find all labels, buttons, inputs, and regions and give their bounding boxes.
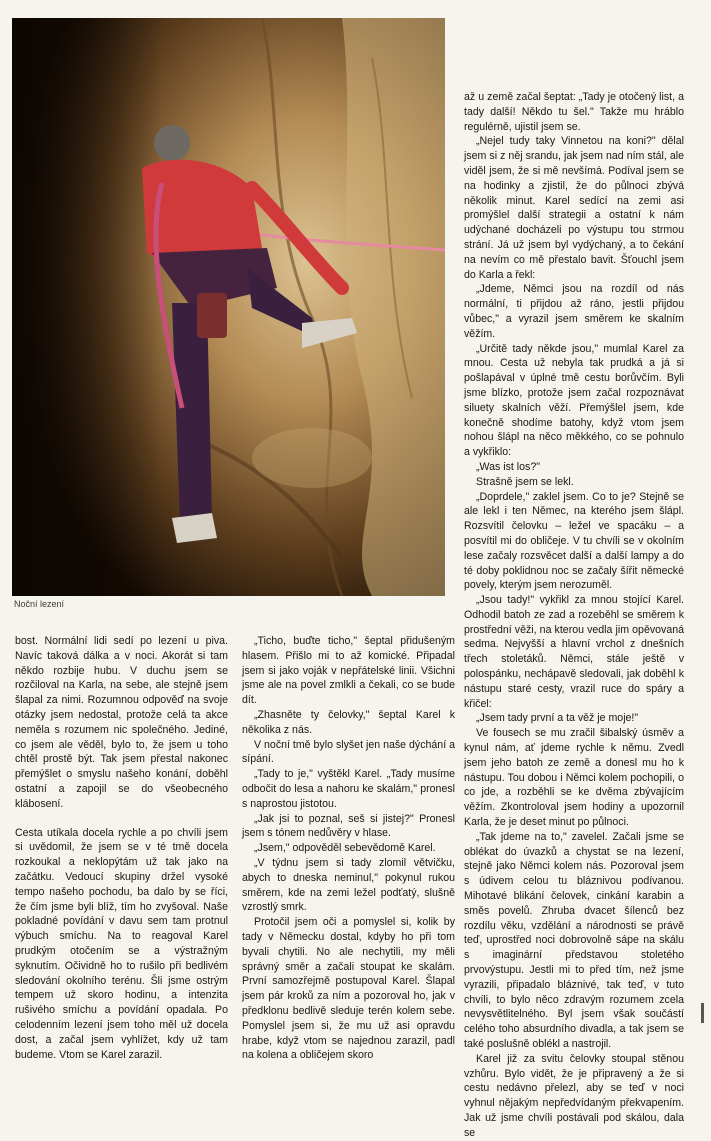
paragraph: „V týdnu jsem si tady zlomil větvičku, abych to dneska neminul," pokynul rukou směrem, kde na zemi ležel podťatý, slušně vzrostlý smrk. [242, 856, 455, 914]
paragraph: až u země začal šeptat: „Tady je otočený list, a tady další! Někdo tu šel." Takže mu hráblo regulérně, ujistil jsem se. [464, 91, 684, 133]
paragraph: „Jak jsi to poznal, seš si jistej?" Pronesl jsem s tónem nedůvěry v hlase. [242, 812, 455, 840]
paragraph: Ve fousech se mu zračil šibalský úsměv a kynul nám, ať jdeme rychle k němu. Zvedl jsem jeho batoh ze země a donesl mu ho k nástupu. Tou dobou i Němci kolem pochopili, o co jde, a rozběhli se ke dvěma zbývajícím věžím. Zkontroloval jsem hodiny a upozornil Karla, že je deset minut po půlnoci. [464, 727, 684, 829]
text-column-2 [242, 634, 455, 1063]
paragraph: „Tady to je," vyštěkl Karel. „Tady musíme odbočit do lesa a nahoru ke skalám," pronesl s naprostou jistotou. [242, 768, 455, 810]
night-climbing-illustration [12, 18, 445, 596]
photo-caption: Noční lezení [14, 599, 65, 609]
paragraph: Karel již za svitu čelovky stoupal stěnou vzhůru. Bylo vidět, že je připravený a že si cestu nedávno přelezl, aby se teď v noci vyhnul nějakým nepředvídaným překvapením. Jak už jsme chvíli postávali pod skálou, dala se [464, 1052, 684, 1139]
page-edge-marker [701, 1003, 704, 1023]
paragraph: „Doprdele," zaklel jsem. Co to je? Stejně se ale lekl i ten Němec, na kterého jsem šlápl. Rozsvítil čelovku – ležel ve spacáku – a posvítil mi do obličeje. V tu chvíli se v okolním lese začaly rozsvěcet další a další lampy a do té doby poklidnou noc se začaly šířit německé povely, kterým jsem nerozuměl. [464, 490, 684, 592]
paragraph: „Ticho, buďte ticho," šeptal přidušeným hlasem. Přišlo mi to až komické. Připadal jsem si jako voják v nepřátelské linii. Všichni jsme ale na povel zmlkli a čekali, co se bude dít. [242, 635, 455, 707]
climbing-photo [12, 18, 445, 596]
paragraph: V noční tmě bylo slyšet jen naše dýchání a sípání. [242, 738, 455, 766]
paragraph: „Tak jdeme na to," zavelel. Začali jsme se oblékat do úvazků a chystat se na lezení, stejně jako Němci kolem nás. Pozoroval jsem s údivem celou tu bláznivou podívanou. Mihotavé blikání čelovek, cinkání karabin a směs povelů. Zhruba dvacet šílenců bez rozdílu věku, vzdělání a národnosti se právě teď, uprostřed noci dobrovolně sápe na skálu s imaginární představou stoletého prvovýstupu. Jestli mi to před tím, než jsme vyrazili, připadalo bláznivé, tak teď, v tuto chvíli, to bylo něco zdravým rozumem zcela nevysvětlitelného. Byl jsem však součástí celého toho absurdního divadla, a tak jsem se také poslušně oblékl a nastrojil. [464, 830, 684, 1050]
paragraph: „Určitě tady někde jsou," mumlal Karel za mnou. Cesta už nebyla tak prudká a já si pošlapával v úplné tmě cestu borůvčím. Byli jsme blízko, protože jsem začal rozpoznávat siluety skalních věží. Přemýšlel jsem, kde konečně shodíme batohy, když vtom jsem nohou šlápl na něco měkkého, co se pohnulo a vykřiklo: [464, 342, 684, 459]
paragraph: „Jdeme, Němci jsou na rozdíl od nás normální, ti přijdou až ráno, jestli přijdou vůbec," a vyrazil jsem směrem ke skalním věžím. [464, 283, 684, 340]
paragraph: „Jsou tady!" vykřikl za mnou stojící Karel. Odhodil batoh ze zad a rozeběhl se směrem k prostřední věži, na kterou vedla jim opěvovaná sedma. Nejvyšší a hlavní vrchol z dnešních třech stoletáků. Němci, stále ještě v polospánku, nechápavě sledovali, jak doběhl k nástupu staré cesty, vrazil ruce do spáry a křičel: [464, 594, 684, 710]
paragraph: Strašně jsem se lekl. [476, 475, 574, 488]
paragraph: „Jsem," odpověděl sebevědomě Karel. [254, 842, 436, 855]
text-column-1 [15, 634, 228, 1062]
paragraph: Cesta utíkala docela rychle a po chvíli jsem si uvědomil, že jsem se v té tmě docela rozkoukal a neklopýtám už tak jako na začátku. Vedoucí skupiny držel vysoké tempo našeho pochodu, ba dalo by se říci, že čím jsme byli blíž, tím ho zvyšoval. Naše pokladné povídání v davu sem tam protnul výbuch smíchu. Na to reagoval Karel prudkým otočením se a výstražným syknutím. Očividně ho to rušilo při bedlivém sledování okolního terénu. Šli jsme ostrým tempem už skoro hodinu, a intenzita rušivého smíchu a povídání opadala. Po celodenním lezení jsem toho měl už docela dost, a začal jsem vyhlížet, kdy už tam budeme. Vtom se Karel zarazil. [15, 826, 228, 1061]
paragraph: Protočil jsem oči a pomyslel si, kolik by tady v Německu dostal, kdyby ho při tom byvali chytili. No ale nechytili, my měli správný směr a začali stoupat ke skalám. První samozřejmě postupoval Karel. Šlapal jsem pár kroků za ním a pozoroval ho, jak v předklonu bedlivě sleduje terén kolem sebe. Pomyslel jsem si, že mu už asi opravdu hrabe, když vtom se najednou zarazil, padl na kolena a obličejem skoro [242, 916, 455, 1062]
paragraph: „Zhasněte ty čelovky," šeptal Karel k několika z nás. [242, 708, 455, 736]
paragraph: „Nejel tudy taky Vinnetou na koni?" dělal jsem si z něj srandu, jak jsem nad ním stál, ale viděl jsem, že si mě nevšímá. Podíval jsem se na hodinky a zjistil, že do půlnoci zbývá několik minut. Karel sedící na zemi asi promýšlel další strategii a ostatní k nám udýchané docházeli po výstupu tou strmou strání. Já už jsem byl vydýchaný, a to čekání na nevím co mě přestalo bavit. Šťouchl jsem do Karla a řekl: [464, 135, 684, 281]
paragraph: bost. Normální lidi sedí po lezení u piva. Navíc taková dálka a v noci. Akorát si tam někdo rozbije hubu. V duchu jsem se rozčiloval na Karla, na sebe, ale stejně jsem šlapal za nimi. Rozumnou odpověď na svoje otázky jsem nedostal, protože celá ta akce neměla s rozumem nic společného. Jediné, co jsem ale věděl, bylo to, že jsem u toho chtěl prostě být. Tak jsem přestal nakonec přemýšlet o smyslu našeho konání, doběhl ostatní a zapojil se do všeobecného klábosení. [15, 635, 228, 810]
text-column-3 [464, 90, 684, 1141]
paragraph: „Jsem tady první a ta věž je moje!" [476, 712, 639, 725]
paragraph: „Was ist los?" [476, 460, 540, 473]
